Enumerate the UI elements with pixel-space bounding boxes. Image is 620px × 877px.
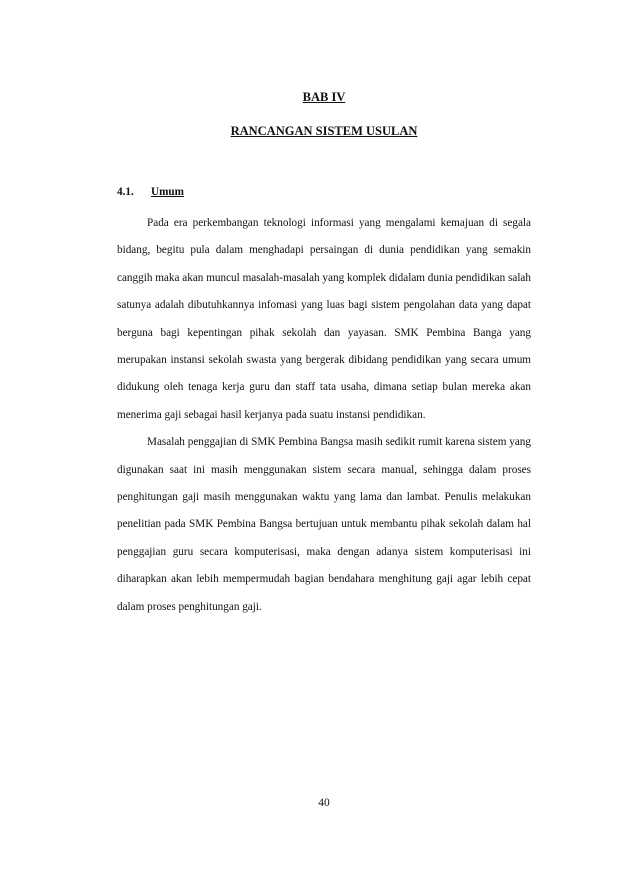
section-number: 4.1. [117, 186, 134, 198]
chapter-title: RANCANGAN SISTEM USULAN [230, 124, 418, 138]
paragraph: Masalah penggajian di SMK Pembina Bangsa masih sedikit rumit karena sistem yang digunakan saat ini masih menggunakan sistem secara manual, sehingga dalam proses penghitungan gaji masih menggunakan waktu yang lama dan lambat. Penulis melakukan penelitian pada SMK Pembina Bangsa bertujuan untuk membantu pihak sekolah dalam hal penggajian guru secara komputerisasi, maka dengan adanya sistem komputerisasi ini diharapkan akan lebih mempermudah bagian bendahara menghitung gaji agar lebih cepat dalam proses penghitungan gaji. [117, 436, 531, 613]
page-number: 40 [318, 797, 330, 809]
section-heading [117, 186, 184, 198]
chapter-heading: BAB IV [302, 90, 346, 104]
body-text [117, 210, 531, 621]
section-title: Umum [151, 186, 184, 198]
paragraph: Pada era perkembangan teknologi informasi yang mengalami kemajuan di segala bidang, begitu pula dalam menghadapi persaingan di dunia pendidikan yang semakin canggih maka akan muncul masalah-masalah yang komplek didalam dunia pendidikan salah satunya adalah dibutuhkannya infomasi yang luas bagi sistem pengolahan data yang dapat berguna bagi kepentingan pihak sekolah dan yayasan. SMK Pembina Banga yang merupakan instansi sekolah swasta yang bergerak dibidang pendidikan yang secara umum didukung oleh tenaga kerja guru dan staff tata usaha, dimana setiap bulan mereka akan menerima gaji sebagai hasil kerjanya pada suatu instansi pendidikan. [117, 217, 531, 421]
